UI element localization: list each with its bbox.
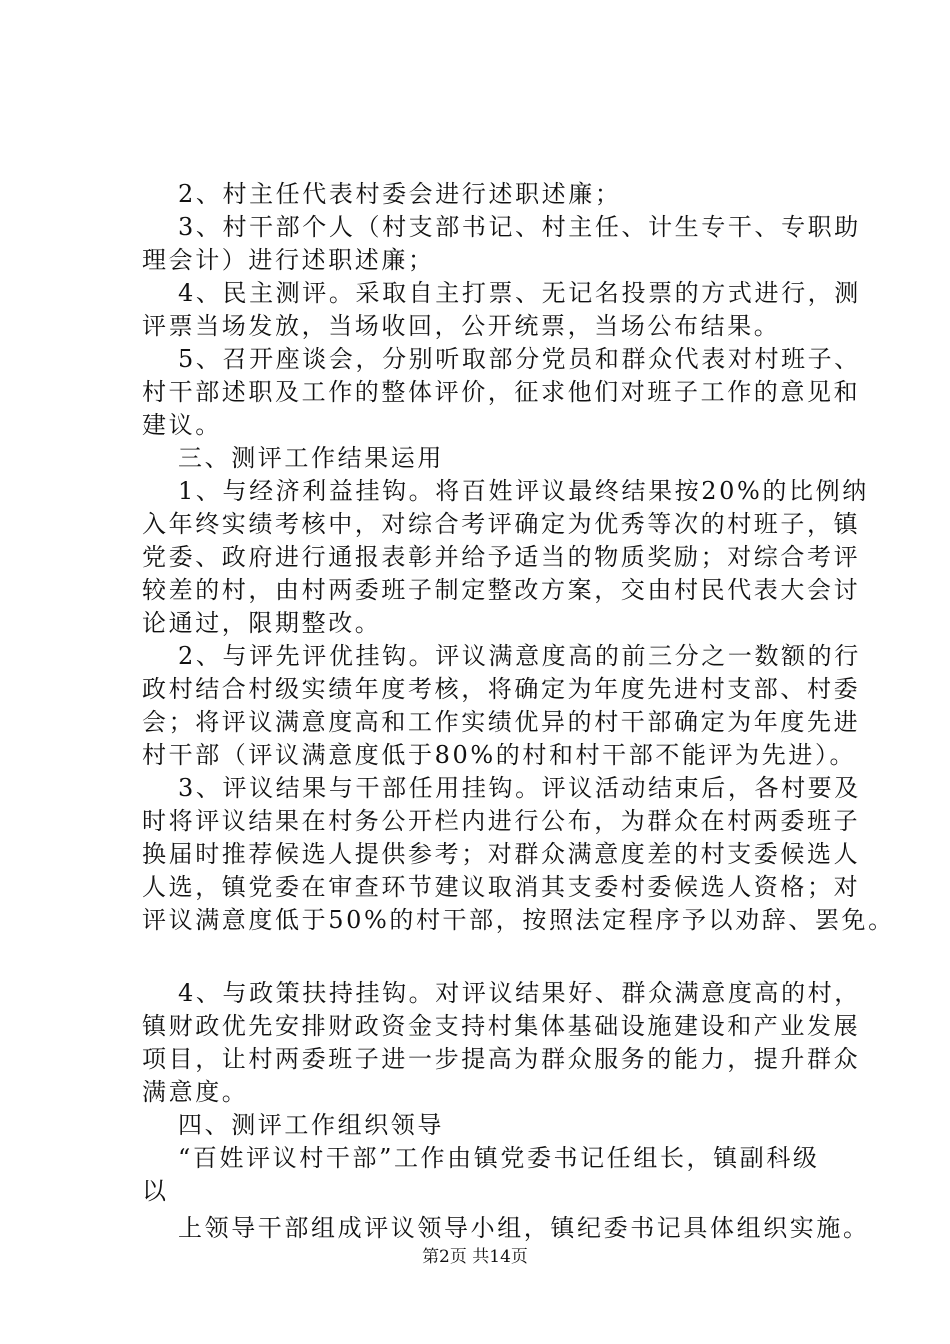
paragraph-line: 人选，镇党委在审查环节建议取消其支委村委候选人资格；对 xyxy=(142,873,861,901)
paragraph-line: 3、村干部个人（村支部书记、村主任、计生专干、专职助 xyxy=(178,213,861,241)
section-heading: 三、测评工作结果运用 xyxy=(178,444,444,472)
paragraph-line: 3、评议结果与干部任用挂钩。评议活动结束后，各村要及 xyxy=(178,774,861,802)
paragraph-line: 1、与经济利益挂钩。将百姓评议最终结果按20%的比例纳 xyxy=(178,477,869,505)
document-body xyxy=(142,178,895,1245)
page-footer: 第2页 共14页 xyxy=(422,1247,528,1267)
paragraph-line: 4、与政策扶持挂钩。对评议结果好、群众满意度高的村， xyxy=(178,979,861,1007)
paragraph-line: 2、与评先评优挂钩。评议满意度高的前三分之一数额的行 xyxy=(178,642,861,670)
paragraph-line: 评议满意度低于50%的村干部，按照法定程序予以劝辞、罢免。 xyxy=(142,906,895,934)
paragraph-line: 项目，让村两委班子进一步提高为群众服务的能力，提升群众 xyxy=(142,1045,861,1073)
paragraph-line: 建议。 xyxy=(142,411,222,439)
paragraph-line: 4、民主测评。采取自主打票、无记名投票的方式进行，测 xyxy=(178,279,861,307)
paragraph-line: “百姓评议村干部”工作由镇党委书记任组长，镇副科级 xyxy=(178,1144,820,1172)
section-heading: 四、测评工作组织领导 xyxy=(178,1111,444,1139)
paragraph-line: 党委、政府进行通报表彰并给予适当的物质奖励；对综合考评 xyxy=(142,543,861,571)
paragraph-line: 换届时推荐候选人提供参考；对群众满意度差的村支委候选人 xyxy=(142,840,861,868)
paragraph-line: 政村结合村级实绩年度考核，将确定为年度先进村支部、村委 xyxy=(142,675,861,703)
paragraph-line: 2、村主任代表村委会进行述职述廉； xyxy=(178,180,622,208)
paragraph-line: 村干部述职及工作的整体评价，征求他们对班子工作的意见和 xyxy=(142,378,861,406)
paragraph-line: 理会计）进行述职述廉； xyxy=(142,246,435,274)
paragraph-line: 会；将评议满意度高和工作实绩优异的村干部确定为年度先进 xyxy=(142,708,861,736)
paragraph-line: 较差的村，由村两委班子制定整改方案，交由村民代表大会讨 xyxy=(142,576,861,604)
paragraph-line: 村干部（评议满意度低于80%的村和村干部不能评为先进）。 xyxy=(142,741,857,769)
paragraph-line: 满意度。 xyxy=(142,1078,249,1106)
paragraph-line: 论通过，限期整改。 xyxy=(142,609,382,637)
paragraph-line: 5、召开座谈会，分别听取部分党员和群众代表对村班子、 xyxy=(178,345,861,373)
paragraph-line: 以 xyxy=(142,1177,169,1205)
paragraph-line: 上领导干部组成评议领导小组，镇纪委书记具体组织实施。 xyxy=(178,1214,870,1242)
paragraph-line: 评票当场发放，当场收回，公开统票，当场公布结果。 xyxy=(142,312,781,340)
paragraph-line: 镇财政优先安排财政资金支持村集体基础设施建设和产业发展 xyxy=(142,1012,861,1040)
paragraph-line: 入年终实绩考核中，对综合考评确定为优秀等次的村班子，镇 xyxy=(142,510,861,538)
paragraph-line: 时将评议结果在村务公开栏内进行公布，为群众在村两委班子 xyxy=(142,807,861,835)
paragraph-gap xyxy=(142,937,842,977)
